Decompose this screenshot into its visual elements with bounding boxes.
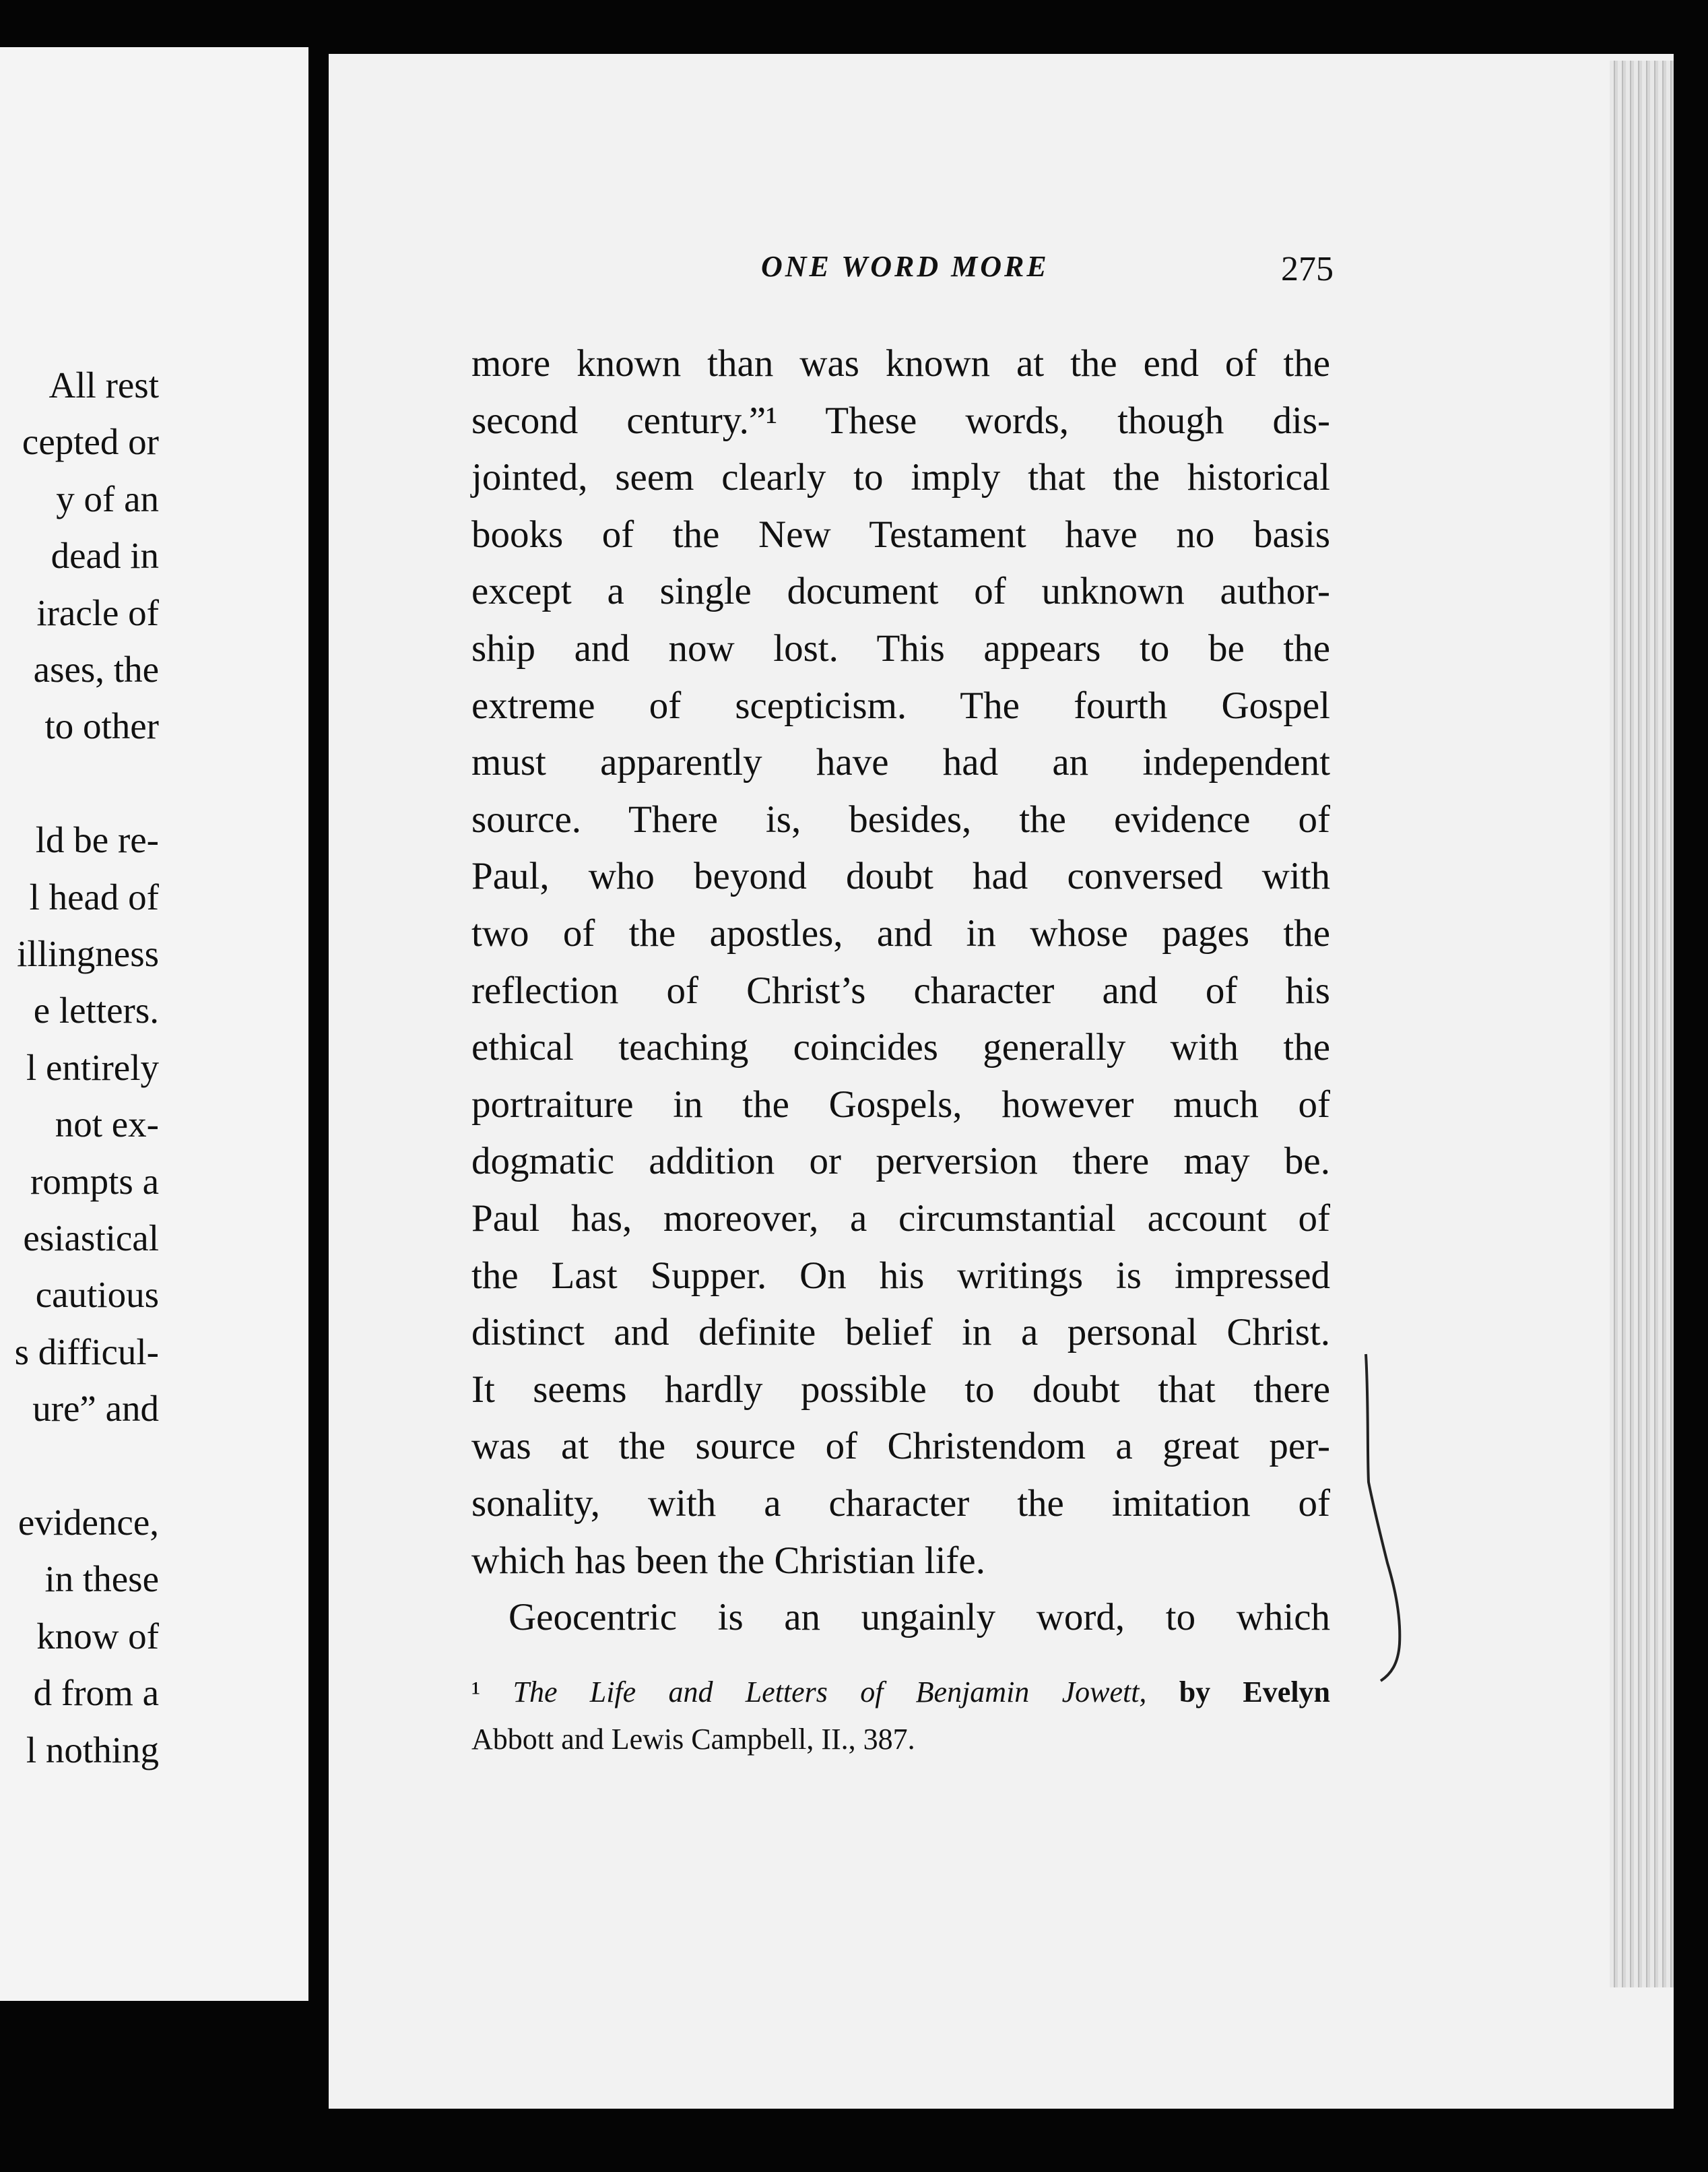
body-line: Geocentric is an ungainly word, to which	[508, 1596, 1330, 1639]
book-gutter	[308, 0, 329, 2172]
left-page-line: esiastical	[23, 1217, 159, 1258]
left-page-line: not ex-	[55, 1104, 159, 1145]
left-page-line: ure” and	[32, 1388, 159, 1430]
left-page-line: d from a	[33, 1672, 159, 1714]
left-page-line: in these	[44, 1558, 159, 1600]
body-line: ethical teaching coincides generally with the	[471, 1026, 1330, 1069]
left-page	[0, 47, 308, 2001]
body-line: two of the apostles, and in whose pages the	[471, 912, 1330, 955]
body-line: Paul has, moreover, a circumstantial account of	[471, 1197, 1330, 1240]
body-line: dogmatic addition or perversion there may be.	[471, 1140, 1330, 1183]
footnote-title: The Life and Letters of Benjamin Jowett,	[513, 1675, 1147, 1708]
pencil-margin-mark	[1354, 1347, 1414, 1684]
left-page-line: evidence,	[18, 1502, 159, 1543]
body-line: ship and now lost. This appears to be the	[471, 627, 1330, 670]
body-line: sonality, with a character the imitation of	[471, 1482, 1330, 1525]
left-page-line: l nothing	[26, 1729, 159, 1770]
body-line: books of the New Testament have no basis	[471, 513, 1330, 556]
body-line: which has been the Christian life.	[471, 1539, 985, 1582]
left-page-line: know of	[36, 1615, 159, 1657]
left-page-line: illingness	[17, 933, 159, 974]
running-head: ONE WORD MORE	[761, 250, 1049, 283]
footnote-line-1	[471, 1672, 1330, 1713]
page-edges	[1610, 61, 1674, 1987]
body-line: reflection of Christ’s character and of his	[471, 969, 1330, 1012]
left-page-line: to other	[44, 705, 159, 747]
page-header	[741, 249, 1334, 296]
body-line: source. There is, besides, the evidence of	[471, 798, 1330, 841]
footnote-author: by Evelyn	[1179, 1675, 1331, 1708]
body-line: more known than was known at the end of the	[471, 342, 1330, 385]
left-page-line: dead in	[51, 535, 159, 577]
left-page-line: ld be re-	[35, 819, 159, 861]
left-page-line: l entirely	[26, 1046, 159, 1088]
body-line: Paul, who beyond doubt had conversed with	[471, 855, 1330, 898]
left-page-line: cepted or	[22, 421, 159, 463]
body-line: extreme of scepticism. The fourth Gospel	[471, 684, 1330, 727]
left-page-line: cautious	[35, 1274, 159, 1316]
left-page-line: l head of	[29, 876, 159, 918]
body-line: distinct and definite belief in a personal Christ.	[471, 1311, 1330, 1354]
footnote-marker: ¹	[471, 1675, 481, 1708]
left-page-line: ases, the	[33, 649, 159, 690]
body-line: was at the source of Christendom a great per-	[471, 1425, 1330, 1468]
body-line: second century.”¹ These words, though dis-	[471, 399, 1330, 442]
left-page-line: iracle of	[36, 592, 159, 633]
left-page-line: s difficul-	[14, 1331, 159, 1372]
body-line: except a single document of unknown author-	[471, 570, 1330, 613]
left-page-line: All rest	[48, 364, 159, 406]
footnote-line-2: Abbott and Lewis Campbell, II., 387.	[471, 1723, 915, 1756]
body-line: It seems hardly possible to doubt that there	[471, 1368, 1330, 1411]
body-line: the Last Supper. On his writings is impressed	[471, 1254, 1330, 1297]
left-page-line: rompts a	[30, 1160, 159, 1202]
body-line: must apparently have had an independent	[471, 741, 1330, 784]
body-line: portraiture in the Gospels, however much of	[471, 1083, 1330, 1126]
left-page-line: y of an	[56, 478, 159, 519]
left-page-line: e letters.	[33, 990, 159, 1031]
page-number: 275	[1281, 250, 1334, 288]
body-line: jointed, seem clearly to imply that the historical	[471, 456, 1330, 499]
